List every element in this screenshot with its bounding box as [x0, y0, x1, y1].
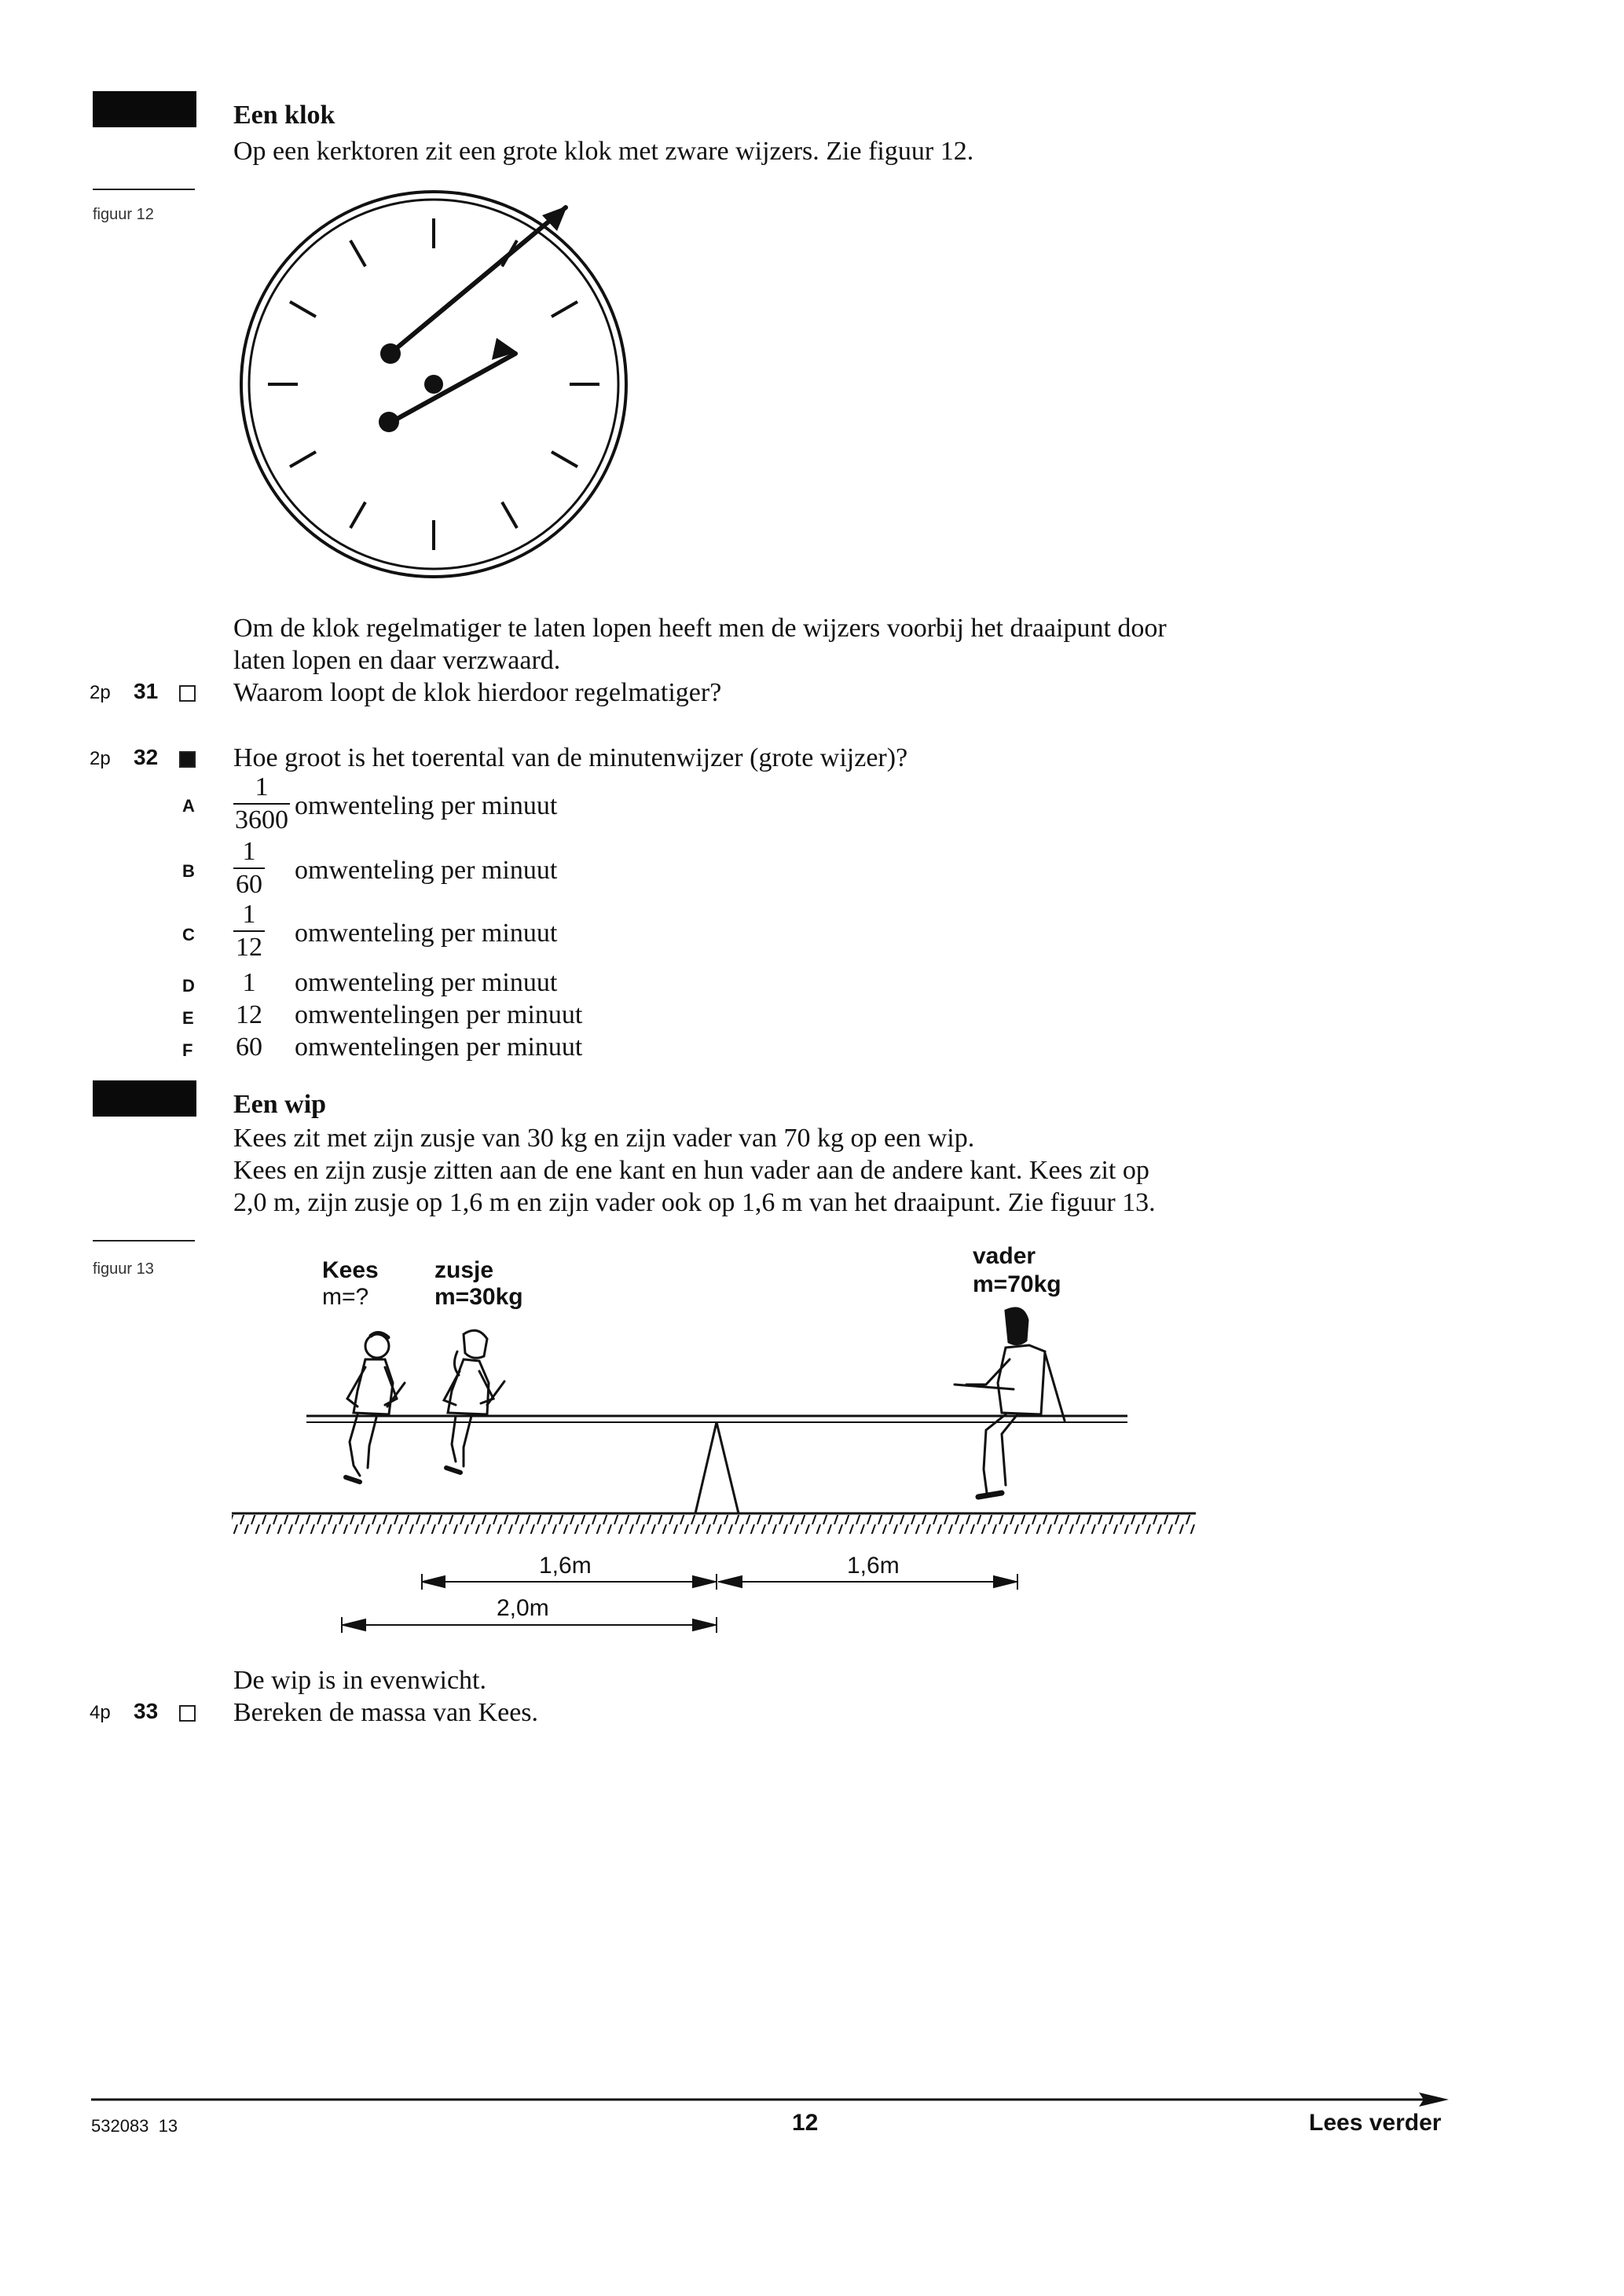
q32-points: 2p: [90, 748, 111, 769]
dim-label-kees: 2,0m: [497, 1595, 549, 1621]
label-vader-mass: m=70kg: [973, 1271, 1061, 1297]
q32-number: 32: [134, 745, 159, 769]
section-intro-klok: Op een kerktoren zit een grote klok met zware wijzers. Zie figuur 12.: [233, 137, 974, 166]
q33-points: 4p: [90, 1702, 111, 1723]
fraction-bar: [233, 867, 265, 869]
clock-minute-hand: [393, 207, 566, 351]
fraction-numerator: 1: [242, 900, 256, 929]
seesaw-pivot: [695, 1422, 739, 1513]
q32-option-e-value: 12: [236, 1000, 262, 1029]
dim-label-right: 1,6m: [847, 1553, 900, 1579]
kees-figure: [346, 1333, 405, 1482]
footer-arrow-rule: [91, 2086, 1450, 2110]
wip-text-line3: 2,0 m, zijn zusje op 1,6 m en zijn vader ook op 1,6 m van het draaipunt. Zie figuur 13.: [233, 1188, 1156, 1217]
dim-label-left: 1,6m: [539, 1553, 592, 1579]
wip-text-line1: Kees zit met zijn zusje van 30 kg en zijn vader van 70 kg op een wip.: [233, 1124, 975, 1153]
seesaw-figure: [228, 1304, 1210, 1650]
q32-option-f-text: omwentelingen per minuut: [295, 1032, 583, 1062]
fraction-denominator: 60: [236, 870, 262, 899]
q32-option-d-letter: D: [182, 976, 195, 996]
section-title-klok: Een klok: [233, 101, 335, 130]
q31-number: 31: [134, 679, 159, 703]
section-marker-block: [93, 1080, 196, 1117]
klok-text-line1: Om de klok regelmatiger te laten lopen heeft men de wijzers voorbij het draaipunt door: [233, 614, 1167, 643]
q32-option-c-fraction: [233, 900, 265, 962]
q32-text: Hoe groot is het toerental van de minutenwijzer (grote wijzer)?: [233, 743, 908, 772]
clock-pivot: [424, 375, 443, 394]
ground-hatching: [232, 1515, 1196, 1534]
fraction-denominator: 3600: [235, 805, 288, 834]
q32-option-a-letter: A: [182, 796, 195, 816]
q32-option-f-letter: F: [182, 1040, 193, 1060]
figure-label-13: figuur 13: [93, 1260, 154, 1278]
figure-label-12: figuur 12: [93, 206, 154, 223]
q32-option-d-value: 1: [242, 968, 256, 997]
clock-figure: [228, 185, 636, 594]
footer-page-number: 12: [792, 2110, 819, 2136]
figure-rule-12: [93, 189, 195, 190]
label-kees-name: Kees: [322, 1257, 379, 1283]
zusje-figure: [444, 1330, 504, 1473]
fraction-bar: [233, 930, 265, 932]
q31-checkbox[interactable]: [179, 685, 196, 702]
q31-text: Waarom loopt de klok hierdoor regelmatiger?: [233, 678, 722, 707]
label-vader-name: vader: [973, 1243, 1036, 1269]
klok-text-line2: laten lopen en daar verzwaard.: [233, 646, 561, 675]
label-zusje-name: zusje: [434, 1257, 494, 1283]
wip-text-line2: Kees en zijn zusje zitten aan de ene kant en hun vader aan de andere kant. Kees zit op: [233, 1156, 1149, 1185]
fraction-denominator: 12: [236, 933, 262, 962]
q31-points: 2p: [90, 682, 111, 703]
minute-hand-counterweight: [380, 343, 401, 364]
q32-option-b-text: omwenteling per minuut: [295, 856, 558, 885]
q33-text: Bereken de massa van Kees.: [233, 1698, 539, 1727]
q33-number: 33: [134, 1699, 159, 1723]
label-kees-mass: m=?: [322, 1284, 369, 1310]
q32-option-e-text: omwentelingen per minuut: [295, 1000, 583, 1029]
q32-option-f-value: 60: [236, 1032, 262, 1062]
q32-option-e-letter: E: [182, 1008, 194, 1028]
q32-checkbox[interactable]: [179, 751, 196, 768]
fraction-numerator: 1: [255, 772, 269, 801]
fraction-numerator: 1: [242, 837, 256, 866]
q32-option-d-text: omwenteling per minuut: [295, 968, 558, 997]
wip-after-text: De wip is in evenwicht.: [233, 1666, 486, 1695]
section-title-wip: Een wip: [233, 1090, 327, 1119]
q32-option-b-fraction: [233, 838, 265, 899]
q32-option-a-fraction: [233, 773, 290, 834]
q32-option-c-letter: C: [182, 925, 195, 944]
figure-rule-13: [93, 1240, 195, 1242]
q32-option-a-text: omwenteling per minuut: [295, 791, 558, 820]
footer-code: 532083 13: [91, 2116, 178, 2136]
clock-hour-hand: [393, 354, 515, 421]
hour-hand-counterweight: [379, 412, 399, 432]
q33-checkbox[interactable]: [179, 1705, 196, 1722]
q32-option-b-letter: B: [182, 861, 195, 881]
vader-figure: [955, 1308, 1065, 1497]
footer-next-link[interactable]: Lees verder: [1309, 2110, 1442, 2136]
section-marker-block: [93, 91, 196, 127]
q32-option-c-text: omwenteling per minuut: [295, 919, 558, 948]
label-zusje-mass: m=30kg: [434, 1284, 523, 1310]
fraction-bar: [233, 803, 290, 805]
